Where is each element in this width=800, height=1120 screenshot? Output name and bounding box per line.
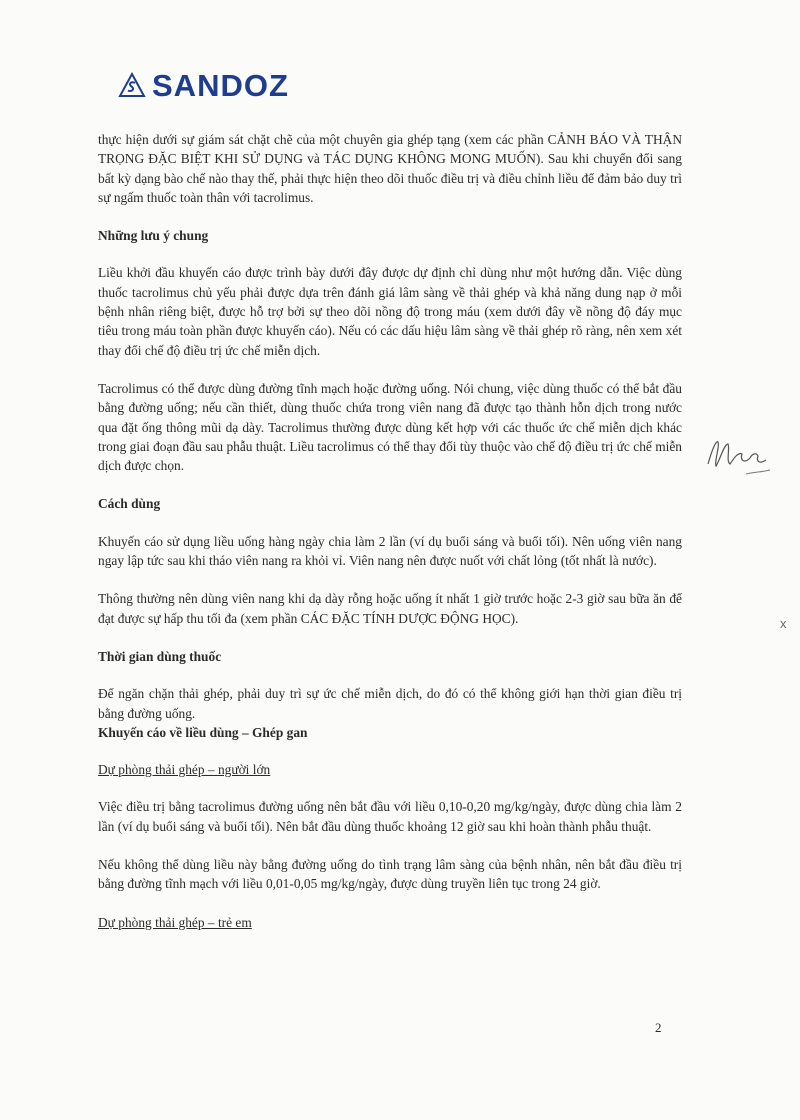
paragraph: Liều khởi đầu khuyến cáo được trình bày dưới đây được dự định chỉ dùng như một hướng dẫn. Việc dùng thuốc tacrolimus chủ yếu phải được dựa trên đánh giá lâm sàng về thải ghép và khả năng dung nạp ở mỗi bệnh nhân riêng biệt, được hỗ trợ bởi sự theo dõi nồng độ trong máu (xem dưới đây về nồng độ đáy mục tiêu trong máu toàn phần được khuyến cáo). Nếu có các dấu hiệu lâm sàng về thải ghép rõ ràng, nên xem xét thay đổi chế độ điều trị ức chế miễn dịch. [98, 265, 682, 358]
handwritten-signature [702, 430, 772, 480]
sandoz-logo [118, 68, 289, 104]
paragraph: Thông thường nên dùng viên nang khi dạ dày rỗng hoặc uống ít nhất 1 giờ trước hoặc 2-3 giờ sau bữa ăn để đạt được sự hấp thu tối đa (xem phần CÁC ĐẶC TÍNH DƯỢC ĐỘNG HỌC). [98, 591, 682, 626]
logo-wordmark: SANDOZ [152, 68, 289, 103]
section-heading: Thời gian dùng thuốc [98, 648, 222, 664]
subsection-heading: Dự phòng thải ghép – người lớn [98, 762, 271, 778]
section-heading: Khuyến cáo về liều dùng – Ghép gan [98, 724, 308, 740]
section-heading: Cách dùng [98, 496, 161, 512]
document-body [98, 130, 682, 932]
subsection-heading: Dự phòng thải ghép – trẻ em [98, 914, 252, 930]
paragraph: thực hiện dưới sự giám sát chặt chẽ của một chuyên gia ghép tạng (xem các phần CẢNH BÁO VÀ THẬN TRỌNG ĐẶC BIỆT KHI SỬ DỤNG và TÁC DỤNG KHÔNG MONG MUỐN). Sau khi chuyển đổi sang bất kỳ dạng bào chế nào thay thế, phải thực hiện theo dõi thuốc điều trị và điều chỉnh liều để đảm bảo duy trì sự ngấm thuốc toàn thân với tacrolimus. [98, 132, 682, 205]
page-number: 2 [655, 1020, 662, 1035]
paragraph: Nếu không thể dùng liều này bằng đường uống do tình trạng lâm sàng của bệnh nhân, nên bắt đầu điều trị bằng đường tĩnh mạch với liều 0,01-0,05 mg/kg/ngày, được dùng truyền liên tục trong 24 giờ. [98, 857, 682, 892]
section-heading: Những lưu ý chung [98, 228, 209, 244]
paragraph: Khuyến cáo sử dụng liều uống hàng ngày chia làm 2 lần (ví dụ buổi sáng và buổi tối). Nên uống viên nang ngay lập tức sau khi tháo viên nang ra khỏi vỉ. Viên nang nên được nuốt với chất lỏng (tốt nhất là nước). [98, 533, 682, 569]
margin-mark: x [780, 616, 787, 631]
paragraph: Để ngăn chặn thải ghép, phải duy trì sự ức chế miễn dịch, do đó có thể không giới hạn thời gian điều trị bằng đường uống. [98, 686, 682, 721]
paragraph: Tacrolimus có thể được dùng đường tĩnh mạch hoặc đường uống. Nói chung, việc dùng thuốc có thể bắt đầu bằng đường uống; nếu cần thiết, dùng thuốc chứa trong viên nang đã được tạo thành hỗn dịch trong nước qua đặt ống thông mũi dạ dày. Tacrolimus thường được dùng kết hợp với các thuốc ức chế miễn dịch khác trong giai đoạn đầu sau phẫu thuật. Liều tacrolimus có thể thay đổi tùy thuộc vào chế độ điều trị ức chế miễn dịch được chọn. [98, 380, 682, 474]
paragraph: Việc điều trị bằng tacrolimus đường uống nên bắt đầu với liều 0,10-0,20 mg/kg/ngày, được dùng chia làm 2 lần (ví dụ buổi sáng và buổi tối). Nên bắt đầu dùng thuốc khoảng 12 giờ sau khi hoàn thành phẫu thuật. [98, 799, 682, 834]
sandoz-logo-icon [118, 72, 146, 100]
